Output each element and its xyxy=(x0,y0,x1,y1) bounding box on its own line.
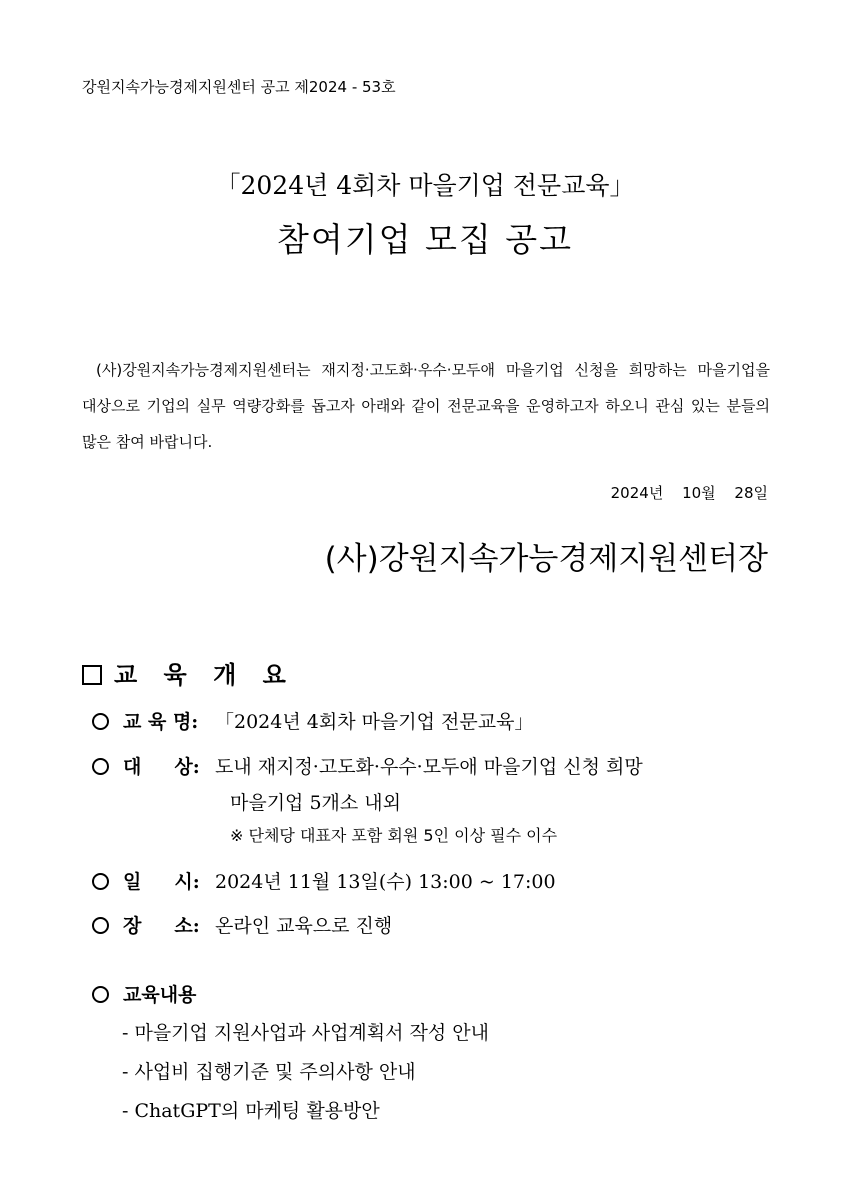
circle-bullet-icon xyxy=(92,713,109,730)
section-heading-label: 교 육 개 요 xyxy=(114,661,295,689)
circle-bullet-icon xyxy=(92,873,109,890)
item-target xyxy=(92,752,643,779)
item-datetime xyxy=(92,867,556,894)
item-value: 2024년 11월 13일(수) 13:00 ~ 17:00 xyxy=(215,871,556,893)
item-label: 교 육 명: xyxy=(123,711,199,733)
item-target-note: ※ 단체당 대표자 포함 회원 5인 이상 필수 이수 xyxy=(230,826,558,845)
checkbox-square-icon xyxy=(82,665,102,685)
item-value: 온라인 교육으로 진행 xyxy=(215,915,393,937)
item-label: 장 소: xyxy=(123,915,200,937)
item-label: 교육내용 xyxy=(123,984,197,1006)
intro-paragraph: (사)강원지속가능경제지원센터는 재지정·고도화·우수·모두애 마을기업 신청을 희망하는 마을기업을 대상으로 기업의 실무 역량강화를 돕고자 아래와 같이 전문교육을 운영하고자 하오니 관심 있는 분들의 많은 참여 바랍니다. xyxy=(82,361,770,451)
circle-bullet-icon xyxy=(92,986,109,1003)
item-label: 대 상: xyxy=(123,756,200,778)
issuer-name: (사)강원지속가능경제지원센터장 xyxy=(324,541,768,577)
item-label: 일 시: xyxy=(123,871,200,893)
circle-bullet-icon xyxy=(92,758,109,775)
circle-bullet-icon xyxy=(92,917,109,934)
document-subtitle: 「2024년 4회차 마을기업 전문교육」 xyxy=(215,171,635,200)
item-target-continued: 마을기업 5개소 내외 xyxy=(230,792,401,814)
item-value: 도내 재지정·고도화·우수·모두애 마을기업 신청 희망 xyxy=(215,756,643,778)
notice-number: 강원지속가능경제지원센터 공고 제2024 - 53호 xyxy=(82,78,396,96)
document-title: 참여기업 모집 공고 xyxy=(276,220,573,259)
item-value: 「2024년 4회차 마을기업 전문교육」 xyxy=(215,711,534,733)
item-content xyxy=(92,980,196,1007)
item-location xyxy=(92,911,392,938)
content-bullet: - 마을기업 지원사업과 사업계획서 작성 안내 xyxy=(122,1022,489,1044)
issue-date: 2024년 10월 28일 xyxy=(610,484,768,502)
item-course-name xyxy=(92,707,533,734)
section-heading xyxy=(82,655,295,690)
content-bullet: - 사업비 집행기준 및 주의사항 안내 xyxy=(122,1061,416,1083)
content-bullet: - ChatGPT의 마케팅 활용방안 xyxy=(122,1100,380,1122)
